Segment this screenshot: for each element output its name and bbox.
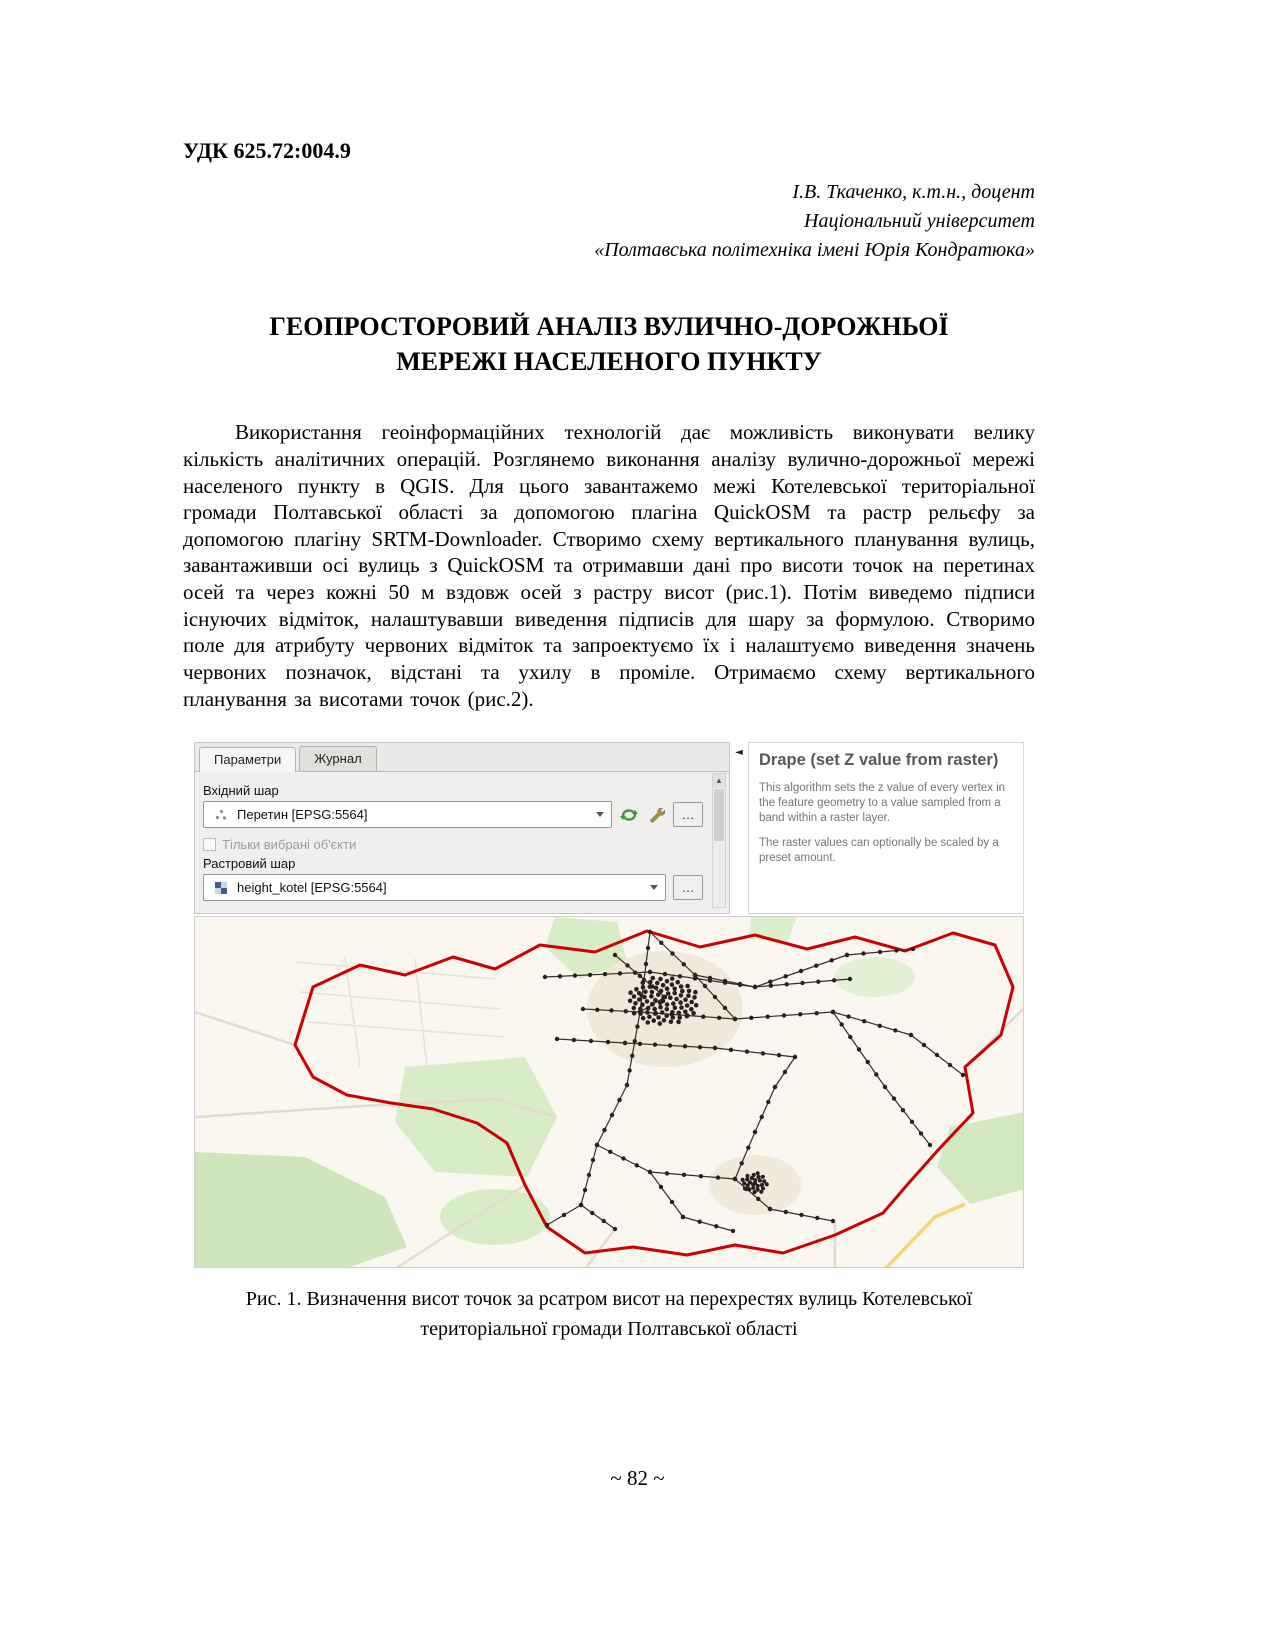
author-line: І.В. Ткаченко, к.т.н., доцент (792, 181, 1035, 203)
input-layer-combo[interactable] (203, 801, 612, 828)
tab-parameters[interactable]: Параметри (199, 747, 296, 772)
raster-layer-browse-button[interactable]: … (673, 875, 703, 900)
raster-layer-combo[interactable] (203, 874, 666, 901)
input-layer-browse-button[interactable]: … (673, 802, 703, 827)
map-svg (195, 917, 1024, 1268)
title-line-1: ГЕОПРОСТОРОВИЙ АНАЛІЗ ВУЛИЧНО-ДОРОЖНЬОЇ (269, 312, 949, 341)
iterate-icon[interactable] (619, 805, 639, 825)
body-paragraph: Використання геоінформаційних технологій дає можливість виконувати велику кількість аналітичних операцій. Розглянемо виконання аналізу вулично-дорожньої мережі населеного пункту в QGIS. Для цього завантажемо межі Котелевської територіальної громади Полтавської області за допомогою плагіна QuickOSM та растр рельєфу за допомогою плагіну SRTM-Downloader. Створимо схему вертикального планування вулиць, завантаживши осі вулиць з QuickOSM та отримавши дані про висоти точок на перетинах осей та через кожні 50 м вздовж осей з растру висот (рис.1). Потім виведемо підписи існуючих відміток, налаштувавши виведення підписів для шару за формулою. Створимо поле для атрибуту червоних відміток та запроектуємо їх і налаштуємо виведення значень червоних позначок, відстані та ухилу в проміле. Отримаємо схему вертикального планування за висотами точок (рис.2). (183, 420, 1035, 711)
help-panel (748, 742, 1024, 914)
dialog-scrollbar[interactable] (712, 773, 726, 908)
author-affiliation: Національний університет (804, 210, 1035, 232)
input-layer-row (203, 801, 703, 828)
checkbox-icon[interactable] (203, 838, 216, 851)
figure-caption (194, 1284, 1024, 1344)
help-title: Drape (set Z value from raster) (759, 751, 999, 770)
raster-layer-value: height_kotel [EPSG:5564] (237, 880, 387, 896)
raster-layer-row (203, 874, 703, 901)
title-line-2: МЕРЕЖІ НАСЕЛЕНОГО ПУНКТУ (396, 347, 822, 377)
tab-log[interactable]: Журнал (299, 746, 376, 771)
author-affiliation-2: «Полтавська політехніка імені Юрія Кондратюка» (594, 239, 1035, 261)
help-paragraph-2: The raster values can optionally be scaled by a preset amount. (759, 837, 999, 864)
scroll-up-icon[interactable]: ▲ (713, 774, 725, 788)
udc-code: УДК 625.72:004.9 (183, 138, 351, 163)
raster-layer-icon (211, 878, 231, 898)
chevron-down-icon (596, 812, 604, 817)
caption-line-2: територіальної громади Полтавської області (420, 1318, 798, 1341)
input-layer-value: Перетин [EPSG:5564] (237, 807, 368, 823)
wrench-icon[interactable] (646, 805, 666, 825)
page-content (183, 138, 1035, 1344)
help-paragraph-1: This algorithm sets the z value of every vertex in the feature geometry to a value sampled from a band within a raster layer. (759, 782, 1006, 825)
dialog-parameters-pane (194, 742, 730, 914)
map-figure (194, 916, 1024, 1268)
collapse-panel-icon[interactable]: ◄ (735, 747, 743, 759)
page-number: ~ 82 ~ (610, 1466, 665, 1490)
only-selected-label: Тільки вибрані об'єкти (222, 837, 357, 853)
paper-title (183, 309, 1035, 379)
chevron-down-icon (650, 885, 658, 890)
raster-layer-label: Растровий шар (203, 856, 296, 872)
scrollbar-thumb[interactable] (714, 789, 724, 841)
dialog-tabbar (195, 743, 729, 772)
input-layer-label: Вхідний шар (203, 783, 279, 799)
caption-line-1: Рис. 1. Визначення висот точок за рсатром висот на перехрестях вулиць Котелевської (245, 1288, 973, 1311)
qgis-dialog-screenshot (194, 742, 1024, 914)
figure-1 (194, 742, 1024, 1344)
author-block (183, 178, 1035, 265)
point-layer-icon (211, 805, 231, 825)
only-selected-row[interactable] (203, 837, 703, 852)
dialog-body (195, 772, 729, 909)
